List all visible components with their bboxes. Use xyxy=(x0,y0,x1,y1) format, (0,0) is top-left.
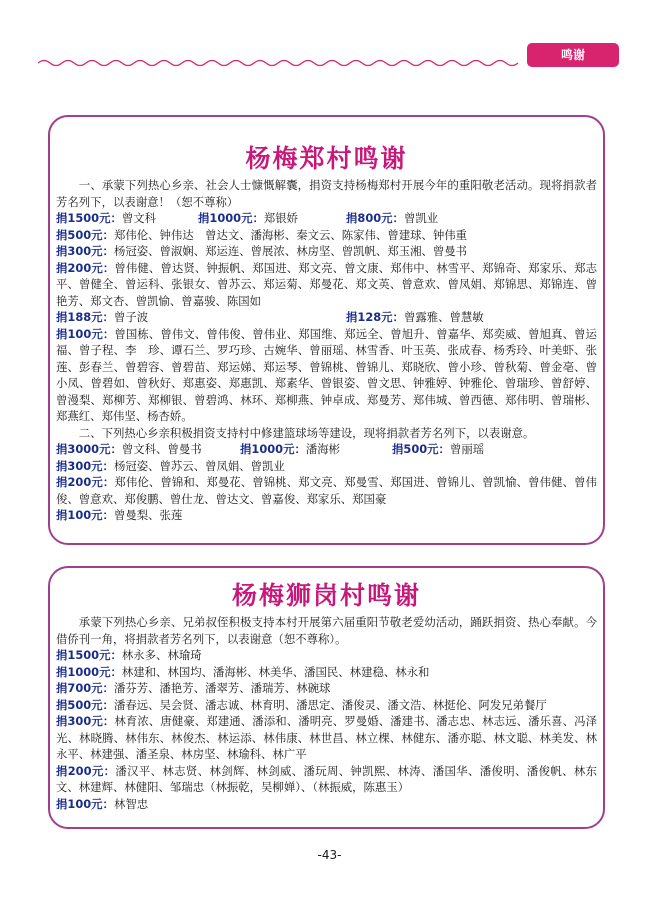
page-number: -43- xyxy=(317,848,342,862)
donor-names: 曾露雅、曾慧敏 xyxy=(403,310,484,324)
donation-amount: 捐3000元： xyxy=(56,442,122,456)
donor-names: 曾曼梨、张莲 xyxy=(113,508,183,522)
donation-entry xyxy=(56,227,597,244)
donor-names: 潘春远、吴会贤、潘志诚、林育明、潘思定、潘俊灵、潘文浩、林挺伦、阿发兄弟餐厅 xyxy=(113,697,547,712)
donation-amount: 捐500元： xyxy=(56,227,114,242)
donation-entry xyxy=(56,680,597,697)
donation-amount: 捐1500元： xyxy=(56,648,122,662)
donation-amount: 捐800元： xyxy=(346,211,404,225)
donation-amount: 捐1000元： xyxy=(198,211,264,225)
donor-names: 曾文科 xyxy=(121,211,157,225)
donor-names: 杨冠姿、曾苏云、曾凤娟、曾凯业 xyxy=(113,458,285,473)
donor-names: 曾子波 xyxy=(113,310,149,324)
donor-names: 曾伟健、曾达贤、钟振帆、郑国进、郑文亮、曾文康、郑伟中、林雪平、郑锦奇、郑家乐、郑志平、曾健全、曾运科、张银女、曾苏云、郑运菊、郑曼花、郑文英、曾意欢、曾凤娟、郑锦思、郑锦连、曾艳芳、郑文杏、曾凯愉、曾嘉骏、陈国如 xyxy=(56,260,597,308)
donation-row xyxy=(56,210,597,227)
thanks-box-zheng-village xyxy=(48,115,609,545)
donor-names: 林永多、林瑜琦 xyxy=(121,648,202,662)
donation-amount: 捐200元： xyxy=(56,260,115,275)
donor-names: 林智忠 xyxy=(113,796,149,811)
intro-paragraph: 一、承蒙下列热心乡亲、社会人士慷慨解囊，捐资支持杨梅郑村开展今年的重阳敬老活动。现将捐款者芳名列下，以表谢意！（恕不尊称） xyxy=(56,178,597,209)
section-title: 杨梅郑村鸣谢 xyxy=(245,144,408,173)
donation-amount: 捐200元： xyxy=(56,475,115,489)
donation-row xyxy=(56,441,597,458)
section-tag: 鸣谢 xyxy=(527,43,619,67)
intro-paragraph-2: 二、下列热心乡亲积极捐资支持村中修建篮球场等建设，现将捐款者芳名列下，以表谢意。 xyxy=(78,425,535,440)
donation-entry xyxy=(56,647,597,664)
donor-names: 潘汉平、林志贤、林剑辉、林剑威、潘玩周、钟凯熙、林涛、潘国华、潘俊明、潘俊帆、林东文、林建辉、林健阳、邹瑞忠（林振乾，吴柳婵）、（林振威，陈惠玉） xyxy=(56,763,597,794)
donor-names: 郑银娇 xyxy=(263,211,299,225)
donation-entry xyxy=(56,664,597,681)
donor-names: 杨冠姿、曾淑娴、郑运连、曾展浓、林房坚、曾凯帆、郑玉湘、曾曼书 xyxy=(113,244,468,258)
decorative-wave-line xyxy=(38,58,520,68)
donation-amount: 捐100元： xyxy=(56,508,114,522)
donation-amount: 捐700元： xyxy=(56,681,114,695)
donor-names: 林建和、林国均、潘海彬、林美华、潘国民、林建稳、林永和 xyxy=(121,664,430,679)
donor-names: 曾凯业 xyxy=(403,211,439,225)
donation-entry xyxy=(56,796,597,813)
donation-row xyxy=(56,309,597,326)
donation-amount: 捐300元： xyxy=(56,244,114,258)
intro-paragraph: 承蒙下列热心乡亲、兄弟叔侄积极支持本村开展第六届重阳节敬老爱幼活动，踊跃捐资、热心奉献。今借侨刊一角，将捐款者芳名列下，以表谢意（恕不尊称）。 xyxy=(56,615,597,646)
donation-entry xyxy=(56,697,597,714)
donation-amount: 捐1500元： xyxy=(56,211,122,225)
donation-amount: 捐500元： xyxy=(56,697,114,712)
donation-amount: 捐128元： xyxy=(346,310,404,324)
donation-amount: 捐500元： xyxy=(392,442,450,456)
donation-entry xyxy=(56,458,597,475)
donation-entry xyxy=(56,507,597,524)
thanks-box-shigang-village xyxy=(48,566,605,829)
donor-names: 曾丽瑶 xyxy=(449,442,485,456)
donation-entry xyxy=(56,474,597,507)
donor-names: 潘芬芳、潘艳芳、潘翠芳、潘瑞芳、林碗球 xyxy=(113,681,331,695)
donor-names: 潘海彬 xyxy=(305,442,341,456)
donation-entry xyxy=(56,260,597,310)
donation-amount: 捐188元： xyxy=(56,310,114,324)
section-title: 杨梅狮岗村鸣谢 xyxy=(231,581,421,610)
donor-names: 郑伟伦、钟伟达 曾达文、潘海彬、秦文云、陈家伟、曾建球、钟伟重 xyxy=(113,227,468,242)
donor-names: 曾文科、曾曼书 xyxy=(121,442,202,456)
donation-entry xyxy=(56,713,597,763)
donor-names: 林育浓、唐健豪、郑建通、潘添和、潘明亮、罗曼婚、潘建书、潘志忠、林志远、潘乐喜、冯泽光、林晓腾、林伟东、林俊杰、林运添、林伟康、林世昌、林立棵、林健东、潘亦聪、林文聪、林美发、林永平、林建强、潘圣泉、林房坚、林瑜科、林广平 xyxy=(56,714,597,761)
donation-amount: 捐1000元： xyxy=(56,664,122,679)
donation-amount: 捐200元： xyxy=(56,763,116,778)
donation-entry xyxy=(56,243,597,260)
donation-amount: 捐300元： xyxy=(56,714,115,728)
donation-amount: 捐100元： xyxy=(56,326,115,341)
donor-names: 曾国栋、曾伟文、曾伟俊、曾伟业、郑国维、郑远全、曾旭升、曾嘉华、郑奕威、曾旭真、曾运福、曾子程、李 珍、谭石兰、罗巧珍、古婉华、曾丽瑶、林雪香、叶玉英、张成春、杨秀玲、叶美虾、张 莲、彭春兰、曾碧容、曾碧苗、郑运娣、郑运琴、曾锦桃、曾锦儿、郑晓欣、曾小珍、曾秋菊、曾金亳、曾小凤、曾碧如、曾秋好、郑惠姿、郑惠凯、郑素华、曾银姿、曾文思、钟雅婷、钟雅伦、曾瑞珍、曾舒婷、曾漫梨、郑柳芳、郑柳银、曾碧鸿、林环、郑柳燕、钟卓成、郑曼芳、郑伟城、曾西德、郑伟明、曾瑞彬、郑燕红、郑伟坚、杨杏娇。 xyxy=(56,326,609,423)
donation-entry xyxy=(56,763,597,796)
donation-amount: 捐1000元： xyxy=(240,442,306,456)
donation-amount: 捐300元： xyxy=(56,458,114,473)
donation-amount: 捐100元： xyxy=(56,796,114,811)
donor-names: 郑伟伦、曾锦和、郑曼花、曾锦桃、郑文亮、郑曼雪、郑国进、曾锦儿、曾凯愉、曾伟健、曾伟俊、曾意欢、郑俊鹏、曾仕龙、曾达文、曾嘉俊、郑家乐、郑国豪 xyxy=(56,475,597,506)
donation-entry xyxy=(56,326,609,425)
